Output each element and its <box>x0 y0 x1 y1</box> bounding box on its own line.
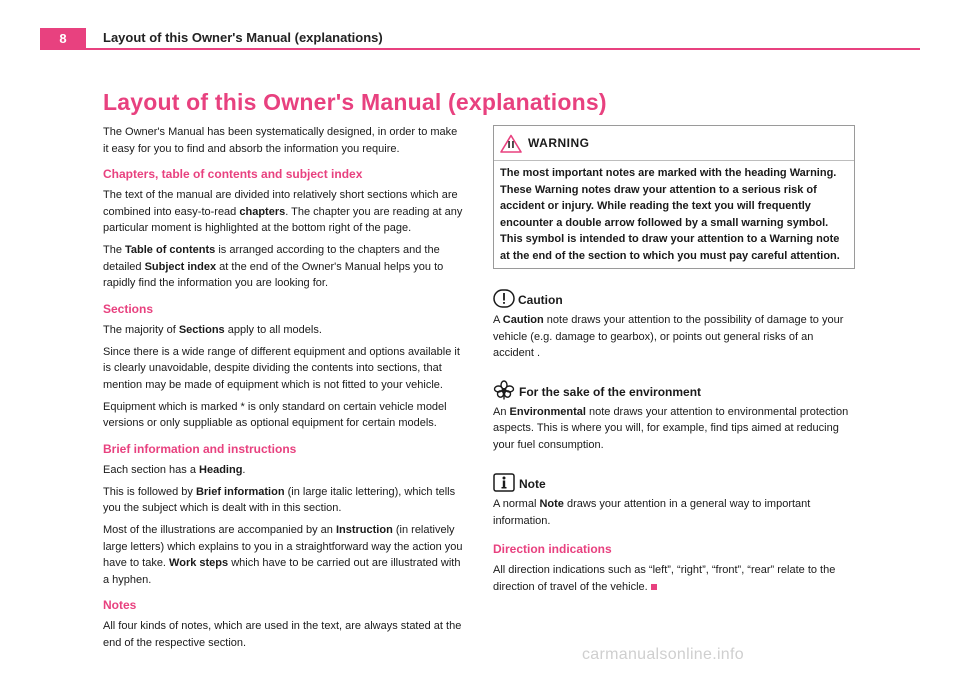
sections-heading: Sections <box>103 301 154 316</box>
environment-header <box>493 380 855 400</box>
right-column <box>493 125 855 601</box>
caution-note <box>493 289 855 362</box>
note-info-icon <box>493 473 515 492</box>
environment-flower-icon <box>493 380 515 400</box>
warning-header <box>494 126 854 161</box>
environment-label: For the sake of the environment <box>519 384 702 399</box>
caution-text: A Caution note draws your attention to the possibility of damage to your vehicle (e.g. damage to gearbox), or points out general risks of an accident . <box>493 314 844 359</box>
chapters-paragraph-1: The text of the manual are divided into relatively short sections which are combined into easy-to-read chapters. The chapter you are reading at any particular moment is highlighted at the bottom right of the page. <box>103 189 463 234</box>
notes-heading: Notes <box>103 598 137 612</box>
section-notes <box>103 597 463 651</box>
warning-text: The most important notes are marked with the heading Warning. These Warning notes draw your attention to a serious risk of accident or injury. While reading the text you will frequently encounter a double arrow followed by a small warning symbol. This symbol is intended to draw your attention to a Warning note at the end of the section to which you must pay careful attention. <box>500 167 840 262</box>
caution-header <box>493 289 855 308</box>
note-header <box>493 473 855 492</box>
chapters-heading: Chapters, table of contents and subject index <box>103 167 363 181</box>
brief-paragraph-3: Most of the illustrations are accompanied by an Instruction (in relatively large letters) which explains to you in a straightforward way the action you have to take. Work steps which have to be carried out are illustrated with a hyphen. <box>103 524 463 586</box>
section-brief-information <box>103 441 463 589</box>
general-note <box>493 473 855 529</box>
brief-heading: Brief information and instructions <box>103 441 297 456</box>
sections-paragraph-3: Equipment which is marked * is only standard on certain vehicle model versions or only suppliable as optional equipment for certain models. <box>103 400 447 429</box>
environment-note <box>493 380 855 454</box>
brief-paragraph-2: This is followed by Brief information (in large italic lettering), which tells you the subject which is dealt with in this section. <box>103 485 456 514</box>
direction-text: All direction indications such as “left”, “right”, “front”, “rear” relate to the direction of travel of the vehicle. <box>493 564 836 593</box>
brief-paragraph-1: Each section has a Heading. <box>103 463 246 476</box>
left-column <box>103 124 463 657</box>
notes-paragraph: All four kinds of notes, which are used in the text, are always stated at the end of the respective section. <box>103 620 462 649</box>
end-of-section-square-icon <box>651 584 657 590</box>
section-direction-indications <box>493 541 855 595</box>
page-number: 8 <box>40 28 86 49</box>
warning-label: WARNING <box>528 135 590 150</box>
note-label: Note <box>519 477 546 491</box>
running-header-title: Layout of this Owner's Manual (explanations) <box>103 30 383 45</box>
sections-paragraph-2: Since there is a wide range of different equipment and options available it is clearly unavoidable, despite dividing the contents into sections, that mention may be made of equipment which is not fitted to your vehicle. <box>103 345 460 391</box>
direction-heading: Direction indications <box>493 542 612 556</box>
caution-exclamation-icon <box>493 289 515 308</box>
page-title: Layout of this Owner's Manual (explanations) <box>103 89 607 115</box>
footer-watermark: carmanualsonline.info <box>582 646 744 663</box>
warning-triangle-icon <box>500 134 522 153</box>
section-sections <box>103 301 463 432</box>
chapters-paragraph-2: The Table of contents is arranged according to the chapters and the detailed Subject index at the end of the Owner's Manual helps you to rapidly find the information you are looking for. <box>103 244 444 289</box>
sections-paragraph-1: The majority of Sections apply to all models. <box>103 323 322 336</box>
caution-label: Caution <box>518 293 563 307</box>
warning-box <box>493 125 855 269</box>
section-chapters <box>103 166 463 292</box>
environment-text: An Environmental note draws your attention to environmental protection aspects. This is where you will, for example, find tips aimed at reducing your fuel consumption. <box>493 405 849 451</box>
header-rule <box>40 48 920 50</box>
intro-paragraph: The Owner's Manual has been systematically designed, in order to make it easy for you to find and absorb the information you require. <box>103 126 458 155</box>
note-text: A normal Note draws your attention in a general way to important information. <box>493 498 811 527</box>
